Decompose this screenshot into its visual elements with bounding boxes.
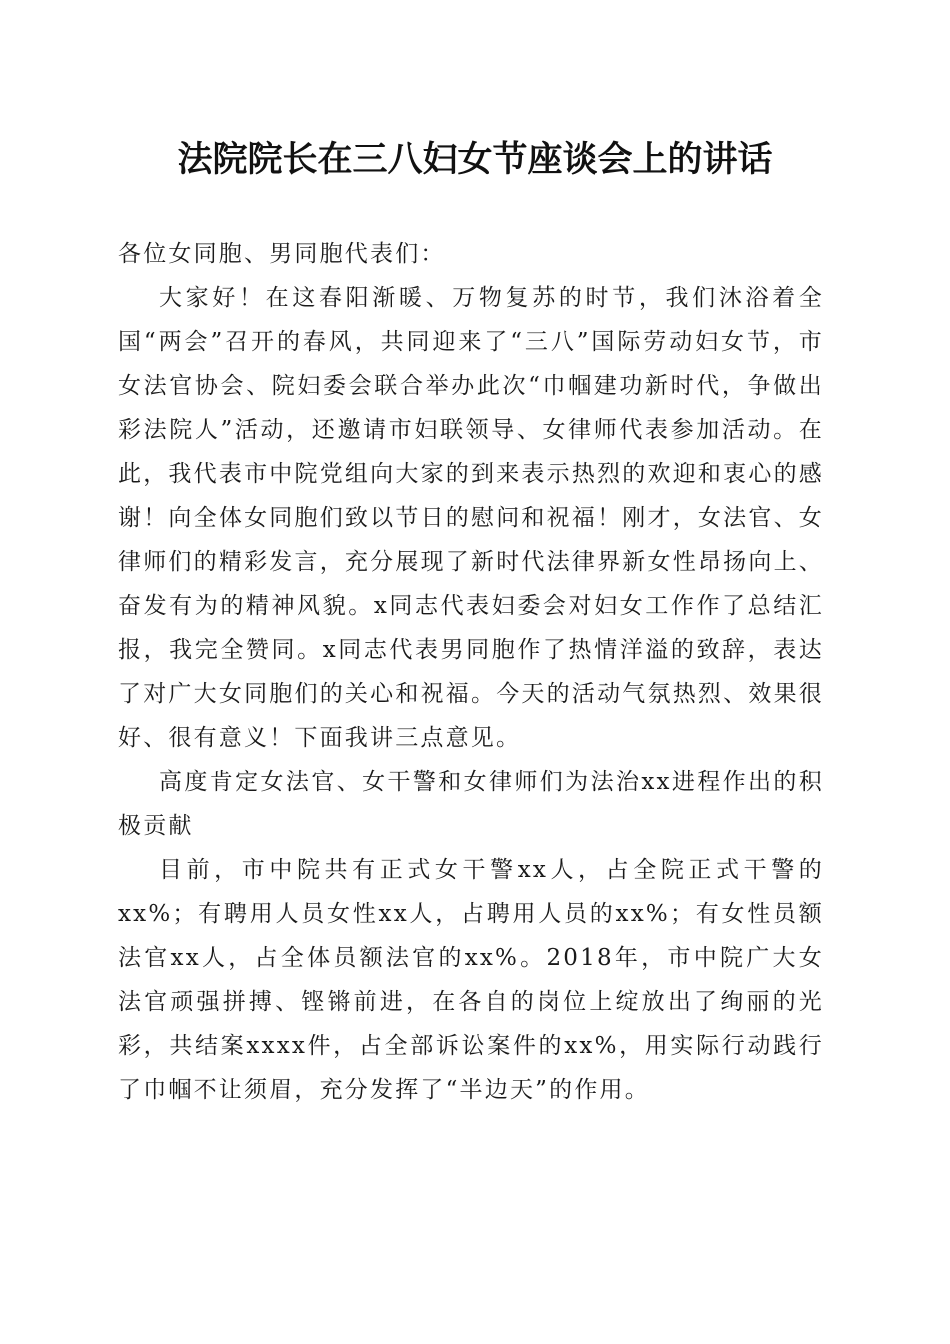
paragraph-statistics: 目前，市中院共有正式女干警xx人，占全院正式干警的xx%；有聘用人员女性xx人，占聘用人员的xx%；有女性员额法官xx人，占全体员额法官的xx%。2018年，市中院广大女法官顽强拼搏、铿锵前进，在各自的岗位上绽放出了绚丽的光彩，共结案xxxx件，占全部诉讼案件的xx%，用实际行动践行了巾帼不让须眉，充分发挥了“半边天”的作用。	[118, 857, 824, 1103]
paragraph-opening: 大家好！在这春阳渐暖、万物复苏的时节，我们沐浴着全国“两会”召开的春风，共同迎来了“三八”国际劳动妇女节，市女法官协会、院妇委会联合举办此次“巾帼建功新时代，争做出彩法院人”活动，还邀请市妇联领导、女律师代表参加活动。在此，我代表市中院党组向大家的到来表示热烈的欢迎和衷心的感谢！向全体女同胞们致以节日的慰问和祝福！刚才，女法官、女律师们的精彩发言，充分展现了新时代法律界新女性昂扬向上、奋发有为的精神风貌。x同志代表妇委会对妇女工作作了总结汇报，我完全赞同。x同志代表男同胞作了热情洋溢的致辞，表达了对广大女同胞们的关心和祝福。今天的活动气氛热烈、效果很好、很有意义！下面我讲三点意见。	[118, 285, 824, 751]
salutation: 各位女同胞、男同胞代表们：	[118, 241, 446, 267]
section-heading: 高度肯定女法官、女干警和女律师们为法治xx进程作出的积极贡献	[118, 769, 824, 839]
document-title: 法院院长在三八妇女节座谈会上的讲话	[177, 139, 773, 180]
document-body	[118, 232, 824, 1112]
